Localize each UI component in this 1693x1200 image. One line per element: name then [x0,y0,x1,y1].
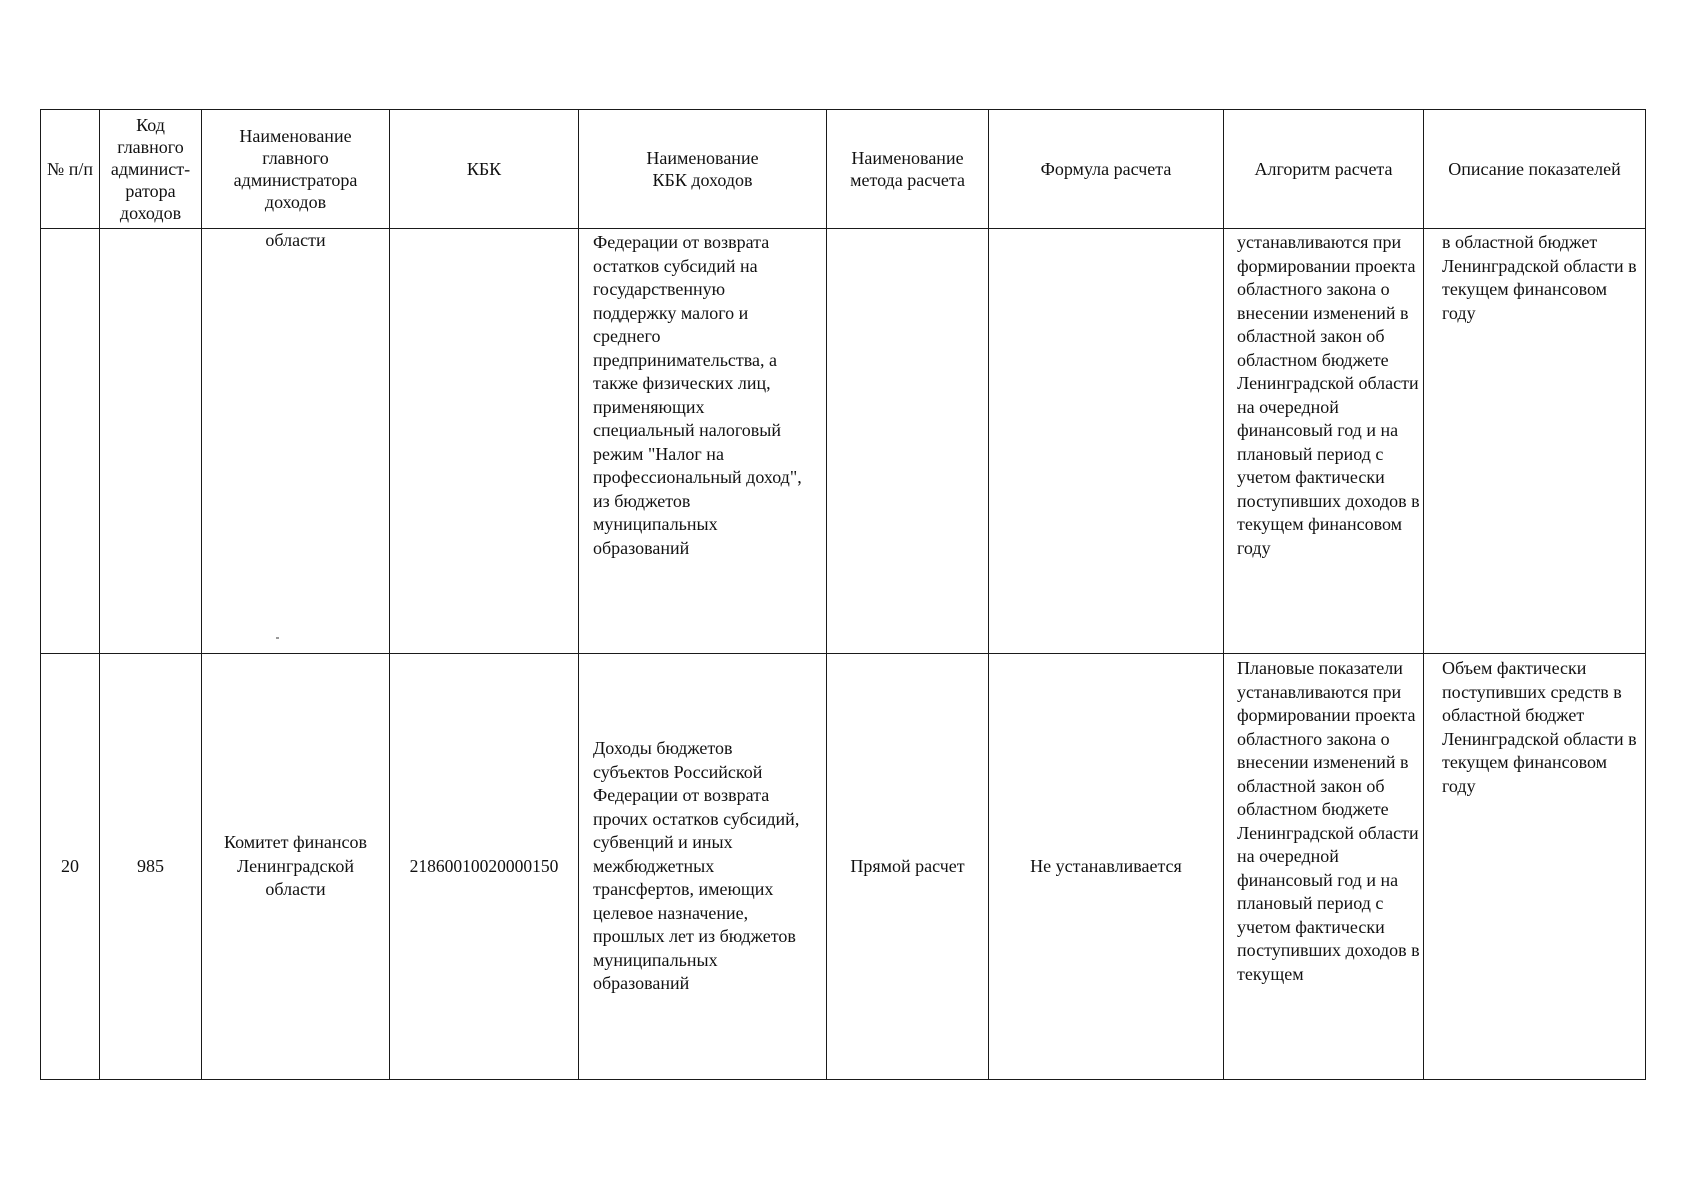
header-method-label: Наименование метода расчета [850,148,965,190]
cell-description: в областной бюджет Ленинградской области в текущем финансовом году [1424,229,1646,654]
header-num-label: № п/п [47,159,93,179]
cell-kbk: 21860010020000150 [390,654,579,1080]
cell-admin-code: 985 [100,654,202,1080]
cell-formula [989,229,1224,654]
cell-admin-name: Комитет финансов Ленинградской области [202,654,390,1080]
cell-kbk-name: Доходы бюджетов субъектов Российской Федерации от возврата прочих остатков субсидий, субвенций и иных межбюджетных трансфертов, имеющих целевое назначение, прошлых лет из бюджетов муниципальных образований [579,654,827,1080]
header-description [1424,110,1646,229]
header-num [41,110,100,229]
cell-kbk-name: Федерации от возврата остатков субсидий на государственную поддержку малого и среднего предпринимательства, а также физических лиц, применяющих специальный налоговый режим "Налог на профессиональный доход", из бюджетов муниципальных образований [579,229,827,654]
table-row-20 [41,654,1646,1080]
cell-admin-code [100,229,202,654]
header-admin-code [100,110,202,229]
cell-algorithm: Плановые показатели устанавливаются при формировании проекта областного закона о внесении изменений в областной закон об областном бюджете Ленинградской области на очередной финансовый год и на плановый период с учетом фактически поступивших доходов в текущем [1224,654,1424,1080]
header-kbk-name-label: Наименование КБК доходов [646,148,759,190]
cell-kbk [390,229,579,654]
cell-formula: Не устанавливается [989,654,1224,1080]
header-admin-name [202,110,390,229]
cell-algorithm: устанавливаются при формировании проекта областного закона о внесении изменений в областной закон об областном бюджете Ленинградской области на очередной финансовый год и на плановый период с учетом фактически поступивших доходов в текущем финансовом году [1224,229,1424,654]
cell-description: Объем фактически поступивших средств в областной бюджет Ленинградской области в текущем финансовом году [1424,654,1646,1080]
cell-admin-name: области [202,229,390,654]
header-admin-name-label: Наименование главного администратора доходов [233,126,358,212]
cell-num [41,229,100,654]
revenue-methodology-table [40,109,1646,1080]
cell-num: 20 [41,654,100,1080]
header-algorithm [1224,110,1424,229]
header-method [827,110,989,229]
header-algorithm-label: Алгоритм расчета [1254,159,1393,179]
cell-method: Прямой расчет [827,654,989,1080]
header-formula-label: Формула расчета [1040,159,1172,179]
header-kbk-label: КБК [466,159,502,179]
table-header-row [41,110,1646,229]
cell-method [827,229,989,654]
header-description-label: Описание показателей [1448,159,1621,179]
header-admin-code-label: Код главного админист-ратора доходов [110,115,191,223]
scan-speck [276,637,279,639]
header-kbk-name [579,110,827,229]
table-row-continuation [41,229,1646,654]
header-formula [989,110,1224,229]
header-kbk [390,110,579,229]
